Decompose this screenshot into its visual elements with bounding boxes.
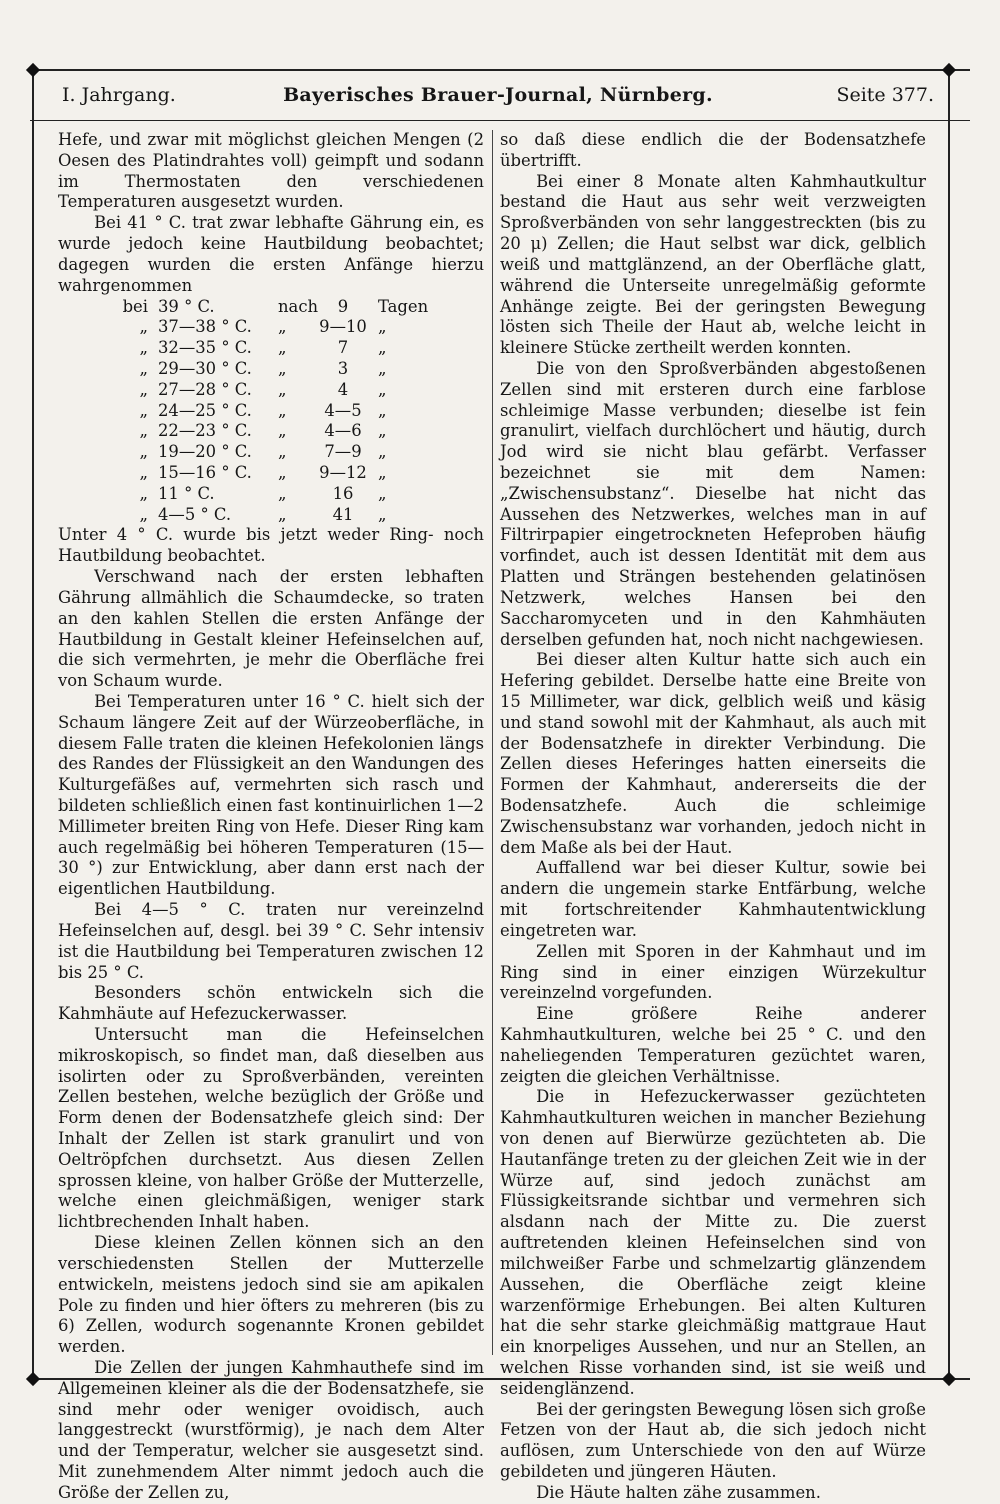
table-cell: 41: [332, 504, 354, 524]
table-row: [58, 359, 484, 380]
table-row: [58, 442, 484, 463]
table-cell: „: [139, 317, 148, 337]
journal-title: Bayerisches Brauer-Journal, Nürnberg.: [283, 84, 713, 106]
table-cell: „: [139, 421, 148, 441]
table-cell: 9—12: [319, 463, 367, 482]
table-cell: 4—6: [324, 421, 362, 441]
table-cell: 39 ° C.: [158, 296, 215, 316]
top-border-rule: [30, 69, 970, 71]
table-row: [58, 338, 484, 359]
temperature-table: [58, 297, 484, 526]
table-cell: „: [378, 379, 387, 399]
table-cell: „: [378, 463, 387, 482]
table-cell: „: [278, 504, 287, 524]
table-cell: „: [378, 400, 387, 420]
table-cell: „: [278, 358, 287, 378]
right-column: [500, 130, 926, 1502]
table-cell: „: [278, 379, 287, 399]
table-row: [58, 380, 484, 401]
left-border-rule: [32, 70, 34, 1380]
table-cell: „: [378, 421, 387, 441]
paragraph: Zellen mit Sporen in der Kahmhaut und im Ring sind in einer einzigen Würzekultur vereinzelnd vorgefunden.: [500, 941, 926, 1003]
left-column: [58, 130, 484, 1502]
table-row: [58, 463, 484, 484]
table-cell: „: [139, 483, 148, 503]
table-row: [58, 297, 484, 318]
table-cell: 3: [337, 358, 349, 378]
table-cell: Tagen: [378, 296, 429, 316]
table-row: [58, 484, 484, 505]
corner-ornament-icon: [26, 63, 40, 77]
table-cell: 22—23 ° C.: [158, 421, 252, 441]
volume-label: I. Jahrgang.: [62, 84, 176, 106]
paragraph: Bei einer 8 Monate alten Kahmhautkultur bestand die Haut aus sehr weit verzweigten Sproßverbänden von sehr langgestreckten (bis zu 20 μ) Zellen; die Haut selbst war dick, gelblich weiß und mattglänzend, an der Oberfläche glatt, während die Unterseite unregelmäßig geformte Anhänge zeigte. Bei der geringsten Bewegung lösten sich Theile der Haut ab, welche leicht in kleinere Stücke zertheilt werden konnten.: [500, 171, 926, 358]
paragraph: Bei dieser alten Kultur hatte sich auch ein Hefering gebildet. Derselbe hatte eine Breite von 15 Millimeter, war dick, gelblich weiß und käsig und stand sowohl mit der Kahmhaut, als auch mit der Bodensatzhefe in direkter Verbindung. Die Zellen dieses Heferinges hatten einerseits die Formen der Kahmhaut, andererseits die der Bodensatzhefe. Auch die schleimige Zwischensubstanz war vorhanden, jedoch nicht in dem Maße als bei der Haut.: [500, 650, 926, 857]
table-cell: 9: [337, 296, 349, 316]
table-cell: „: [278, 400, 287, 420]
corner-ornament-icon: [26, 1372, 40, 1386]
table-cell: 16: [332, 483, 354, 503]
table-cell: „: [378, 338, 387, 358]
column-divider: [492, 130, 493, 1355]
table-cell: 37—38 ° C.: [158, 317, 252, 337]
table-cell: 27—28 ° C.: [158, 379, 252, 399]
table-cell: „: [378, 504, 387, 524]
paragraph: so daß diese endlich die der Bodensatzhefe übertrifft.: [500, 130, 926, 170]
table-cell: „: [139, 358, 148, 378]
table-cell: 9—10: [319, 317, 367, 337]
table-row: [58, 421, 484, 442]
table-cell: „: [139, 442, 148, 462]
corner-ornament-icon: [942, 63, 956, 77]
paragraph: Bei 4—5 ° C. traten nur vereinzelnd Hefeinselchen auf, desgl. bei 39 ° C. Sehr intensiv ist die Hautbildung bei Temperaturen zwischen 12 bis 25 ° C.: [58, 900, 484, 982]
right-border-rule: [948, 70, 950, 1380]
paragraph: Auffallend war bei dieser Kultur, sowie bei andern die ungemein starke Entfärbung, welche mit fortschreitender Kahmhautentwicklung eingetreten war.: [500, 858, 926, 940]
table-cell: „: [378, 358, 387, 378]
table-cell: bei: [122, 296, 148, 316]
table-cell: „: [378, 483, 387, 503]
table-cell: nach: [278, 296, 319, 316]
paragraph: Untersucht man die Hefeinselchen mikroskopisch, so findet man, daß dieselben aus isolirten oder zu Sproßverbänden, vereinten Zellen bestehen, welche bezüglich der Größe und Form denen der Bodensatzhefe gleich sind: Der Inhalt der Zellen ist stark granulirt und von Oeltröpfchen durchsetzt. Aus diesen Zellen sprossen kleine, von halber Größe der Mutterzelle, welche einen gleichmäßigen, weniger stark lichtbrechenden Inhalt haben.: [58, 1024, 484, 1232]
table-cell: „: [278, 463, 287, 482]
corner-ornament-icon: [942, 1372, 956, 1386]
paragraph: Bei 41 ° C. trat zwar lebhafte Gährung ein, es wurde jedoch keine Hautbildung beobachtet; dagegen wurden die ersten Anfänge hierzu wahrgenommen: [58, 213, 484, 295]
running-header: [62, 84, 934, 114]
header-divider-rule: [30, 120, 970, 121]
table-cell: „: [139, 463, 148, 482]
paragraph: Verschwand nach der ersten lebhaften Gährung allmählich die Schaumdecke, so traten an den kahlen Stellen die ersten Anfänge der Hautbildung in Gestalt kleiner Hefeinselchen auf, die sich vermehrten, je mehr die Oberfläche frei von Schaum wurde.: [58, 567, 484, 691]
paragraph: Bei Temperaturen unter 16 ° C. hielt sich der Schaum längere Zeit auf der Würzeoberfläche, in diesem Falle traten die kleinen Hefekolonien längs des Randes der Flüssigkeit an den Wandungen des Kulturgefäßes auf, vermehrten sich rasch und bildeten schließlich einen fast kontinuirlichen 1—2 Millimeter breiten Ring von Hefe. Dieser Ring kam auch regelmäßig bei höheren Temperaturen (15—30 °) zur Entwicklung, aber dann erst nach der eigentlichen Hautbildung.: [58, 691, 484, 899]
table-cell: „: [278, 442, 287, 462]
page-number: Seite 377.: [836, 84, 934, 106]
table-row: [58, 505, 484, 526]
paragraph: Die Zellen der jungen Kahmhauthefe sind im Allgemeinen kleiner als die der Bodensatzhefe, sie sind mehr oder weniger ovoidisch, auch langgestreckt (wurstförmig), je nach dem Alter und der Temperatur, welcher sie ausgesetzt sind. Mit zunehmendem Alter nimmt jedoch auch die Größe der Zellen zu,: [58, 1357, 484, 1502]
paragraph: Die von den Sproßverbänden abgestoßenen Zellen sind mit ersteren durch eine farblose schleimige Masse verbunden; dieselbe ist fein granulirt, vielfach durchlöchert und häutig, durch Jod wird sie nicht blau gefärbt. Verfasser bezeichnet sie mit dem Namen: „Zwischensubstanz“. Dieselbe hat nicht das Aussehen des Netzwerkes, welches man in auf Filtrirpapier eingetrockneten Hefeproben häufig vorfindet, auch ist dessen Identität mit dem aus Platten und Strängen bestehenden gelatinösen Netzwerk, welches Hansen bei den Saccharomyceten und in den Kahmhäuten derselben gefunden hat, noch nicht nachgewiesen.: [500, 358, 926, 649]
paragraph: Hefe, und zwar mit möglichst gleichen Mengen (2 Oesen des Platindrahtes voll) geimpft und sodann im Thermostaten den verschiedenen Temperaturen ausgesetzt wurden.: [58, 130, 484, 212]
table-cell: 32—35 ° C.: [158, 338, 252, 358]
table-cell: 24—25 ° C.: [158, 400, 252, 420]
table-cell: „: [278, 317, 287, 337]
table-cell: „: [139, 504, 148, 524]
paragraph: Eine größere Reihe anderer Kahmhautkulturen, welche bei 25 ° C. und den naheliegenden Temperaturen gezüchtet waren, zeigten die gleichen Verhältnisse.: [500, 1004, 926, 1086]
table-cell: „: [278, 421, 287, 441]
table-cell: „: [278, 483, 287, 503]
table-row: [58, 401, 484, 422]
table-cell: 15—16 ° C.: [158, 463, 252, 482]
table-cell: 4—5: [324, 400, 362, 420]
table-cell: „: [278, 338, 287, 358]
paragraph: Diese kleinen Zellen können sich an den verschiedensten Stellen der Mutterzelle entwickeln, meistens jedoch sind sie am apikalen Pole zu finden und hier öfters zu mehreren (bis zu 6) Zellen, wodurch sogenannte Kronen gebildet werden.: [58, 1233, 484, 1357]
table-row: [58, 317, 484, 338]
table-cell: „: [378, 442, 387, 462]
paragraph: Die Häute halten zähe zusammen.: [536, 1482, 821, 1502]
table-cell: 4—5 ° C.: [158, 504, 232, 524]
table-cell: 4: [337, 379, 349, 399]
table-cell: „: [139, 400, 148, 420]
table-cell: „: [139, 379, 148, 399]
table-cell: 7: [337, 338, 349, 358]
paragraph: Unter 4 ° C. wurde bis jetzt weder Ring- noch Hautbildung beobachtet.: [58, 525, 484, 566]
paragraph: Die in Hefezuckerwasser gezüchteten Kahmhautkulturen weichen in mancher Beziehung von denen auf Bierwürze gezüchteten ab. Die Hautanfänge treten zu der gleichen Zeit wie in der Würze auf, sind jedoch zunächst am Flüssigkeitsrande sichtbar und vermehren sich alsdann nach der Mitte zu. Die zuerst auftretenden kleinen Hefeinselchen sind von milchweißer Farbe und schmelzartig glänzendem Aussehen, die Oberfläche zeigt kleine warzenförmige Erhebungen. Bei alten Kulturen hat die sehr starke gleichmäßig mattgraue Haut ein knorpeliges Aussehen, und nur an Stellen, an welchen Risse vorhanden sind, ist sie weiß und seidenglänzend.: [500, 1087, 926, 1398]
table-cell: 11 ° C.: [158, 483, 215, 503]
table-cell: „: [139, 338, 148, 358]
table-cell: 19—20 ° C.: [158, 442, 252, 462]
table-cell: „: [378, 317, 387, 337]
table-cell: 7—9: [324, 442, 362, 462]
paragraph: Besonders schön entwickeln sich die Kahmhäute auf Hefezuckerwasser.: [58, 983, 484, 1024]
table-cell: 29—30 ° C.: [158, 358, 252, 378]
paragraph: Bei der geringsten Bewegung lösen sich große Fetzen von der Haut ab, die sich jedoch nicht auflösen, zum Unterschiede von den auf Würze gebildeten und jüngeren Häuten.: [500, 1399, 926, 1481]
